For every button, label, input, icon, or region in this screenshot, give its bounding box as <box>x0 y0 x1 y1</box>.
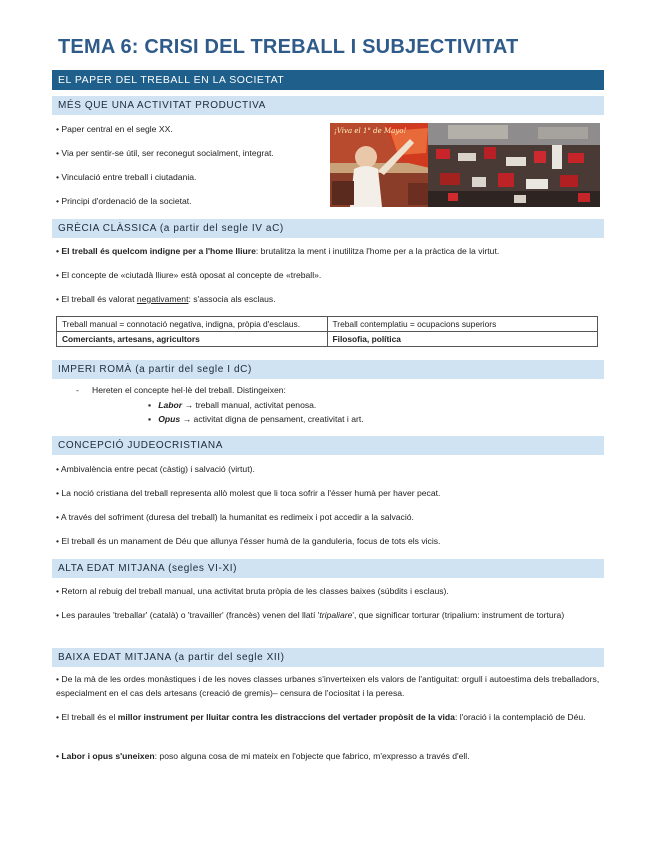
baixa-bullet-2-bold: millor instrument per lluitar contra les distraccions del vertader propòsit de la vida <box>117 712 455 722</box>
baixa-bullet-3-bold: • Labor i opus s'uneixen <box>56 751 155 761</box>
table-cell-contemplatiu: Treball contemplatiu = ocupacions superiors <box>327 317 598 332</box>
section-heading-baixa-edat-mitjana: BAIXA EDAT MITJANA (a partir del segle XII) <box>52 648 604 667</box>
page-title: TEMA 6: CRISI DEL TREBALL I SUBJECTIVITAT <box>58 36 519 58</box>
labor-item <box>148 399 316 412</box>
alta-bullet-2 <box>56 608 602 622</box>
grecia-bullet-1-text: : brutalitza la ment i inutilitza l'home per a la pràctica de la virtut. <box>255 246 500 256</box>
square-bullet-icon: ▪ <box>148 414 152 424</box>
baixa-bullet-2-pre: • El treball és el <box>56 712 118 722</box>
baixa-bullet-3 <box>56 749 602 763</box>
bullet-1: • Paper central en el segle XX. <box>56 124 173 134</box>
alta-bullet-2-pre: • Les paraules 'treballar' (català) o 'travailler' (francès) venen del llatí ' <box>56 610 320 620</box>
square-bullet-icon: ▪ <box>148 400 152 410</box>
opus-text: → activitat digna de pensament, creativitat i art. <box>182 414 364 424</box>
judeo-bullet-3: • A través del sofriment (duresa del treball) la humanitat es redimeix i pot accedir a la salvació. <box>56 512 414 522</box>
grecia-bullet-2: • El concepte de «ciutadà lliure» està oposat al concepte de «treball». <box>56 270 322 280</box>
judeo-bullet-4: • El treball és un manament de Déu que allunya l'ésser humà de la ganduleria, focus de tots els vicis. <box>56 536 441 546</box>
judeo-bullet-1: • Ambivalència entre pecat (càstig) i salvació (virtut). <box>56 464 255 474</box>
alta-bullet-2-post: ', que significar torturar (tripalium: instrument de tortura) <box>352 610 565 620</box>
grecia-bullet-3 <box>56 292 602 306</box>
section-heading-roma: IMPERI ROMÀ (a partir del segle I dC) <box>52 360 604 379</box>
treball-comparison-table <box>56 316 598 347</box>
grecia-bullet-3-pre: • El treball és valorat <box>56 294 137 304</box>
alta-bullet-1: • Retorn al rebuig del treball manual, una activitat bruta pròpia de les classes baixes (súbdits i esclaus). <box>56 586 449 596</box>
grecia-bullet-1-bold: • El treball és quelcom indigne per a l'home lliure <box>56 246 256 256</box>
table-row <box>57 317 598 332</box>
section-heading-productiva: MÉS QUE UNA ACTIVITAT PRODUCTIVA <box>52 96 604 115</box>
roma-dash: - <box>76 385 79 395</box>
bullet-2: • Via per sentir-se útil, ser reconegut socialment, integrat. <box>56 148 274 158</box>
baixa-bullet-3-text: : poso alguna cosa de mi mateix en l'objecte que fabrico, m'expresso a través d'ell. <box>154 751 470 761</box>
grecia-bullet-3-underlined: negativament <box>136 294 189 304</box>
judeo-bullet-2: • La noció cristiana del treball representa allò molest que li toca sofrir a l'ésser humà per haver pecat. <box>56 488 441 498</box>
poster-caption: ¡Viva el 1° de Mayo! <box>334 127 407 135</box>
may-day-poster-image <box>330 123 434 207</box>
bullet-4: • Principi d'ordenació de la societat. <box>56 196 192 206</box>
baixa-bullet-2 <box>56 710 602 724</box>
section-heading-alta-edat-mitjana: ALTA EDAT MITJANA (segles VI-XI) <box>52 559 604 578</box>
labor-label: Labor <box>158 400 183 410</box>
grecia-bullet-3-post: : s'associa als esclaus. <box>188 294 276 304</box>
opus-item <box>148 413 364 426</box>
labor-text: → treball manual, activitat penosa. <box>184 400 317 410</box>
baixa-bullet-2-post: : l'oració i la contemplació de Déu. <box>454 712 586 722</box>
baixa-bullet-1: • De la mà de les ordes monàstiques i de les noves classes urbanes s'inverteixen els valors de l'antiguitat: orgull i autoestima dels treballadors, especialment en el cas dels artesans (creació de gremis)– censura de l'ociositat i la peresa. <box>56 674 600 698</box>
grecia-bullet-1 <box>56 244 602 258</box>
alta-bullet-2-italic: tripaliare <box>319 610 353 620</box>
table-cell-filosofia: Filosofia, política <box>327 332 598 347</box>
bullet-3: • Vinculació entre treball i ciutadania. <box>56 172 197 182</box>
section-heading-judeocristiana: CONCEPCIÓ JUDEOCRISTIANA <box>52 436 604 455</box>
table-cell-manual: Treball manual = connotació negativa, indigna, pròpia d'esclaus. <box>57 317 328 332</box>
table-row <box>57 332 598 347</box>
protest-photo <box>428 123 600 207</box>
section-heading-grecia: GRÈCIA CLÀSSICA (a partir del segle IV aC) <box>52 219 604 238</box>
table-cell-comerciants: Comerciants, artesans, agricultors <box>57 332 328 347</box>
roma-line: Hereten el concepte hel·lè del treball. Distingeixen: <box>92 385 286 395</box>
opus-label: Opus <box>158 414 181 424</box>
main-section-header: EL PAPER DEL TREBALL EN LA SOCIETAT <box>52 70 604 90</box>
